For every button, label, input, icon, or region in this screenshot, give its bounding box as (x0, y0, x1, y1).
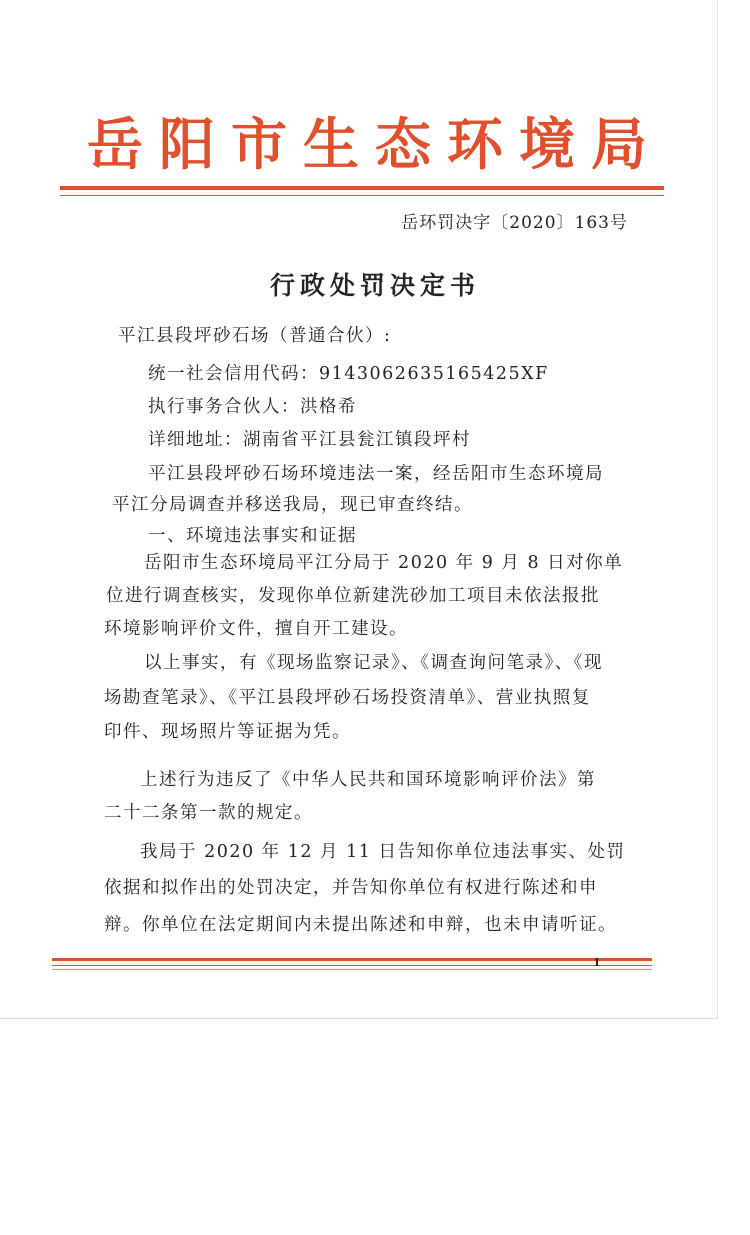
document-title: 行政处罚决定书 (269, 271, 480, 300)
footer-rule-thin (52, 965, 652, 966)
violation-line: 上述行为违反了《中华人民共和国环境影响评价法》第 (140, 770, 596, 790)
facts-line: 环境影响评价文件，擅自开工建设。 (104, 619, 408, 639)
notice-line: 依据和拟作出的处罚决定，并告知你单位有权进行陈述和申 (104, 878, 598, 898)
intro-line: 平江分局调查并移送我局，现已审查终结。 (112, 495, 473, 515)
footer-rule-thick (52, 958, 652, 961)
header-rule-thin (60, 195, 664, 196)
scan-edge-bottom (0, 1018, 718, 1019)
header-rule-thick (60, 186, 664, 190)
credit-code: 统一社会信用代码：9143062635165425XF (148, 364, 549, 384)
footer-rule-thin (52, 969, 652, 970)
page-number: 1 (593, 956, 601, 969)
evidence-line: 场勘查笔录》、《平江县段坪砂石场投资清单》、营业执照复 (104, 688, 591, 708)
intro-line: 平江县段坪砂石场环境违法一案，经岳阳市生态环境局 (148, 464, 604, 484)
addressee: 平江县段坪砂石场（普通合伙）: (118, 326, 392, 346)
notice-line: 辩。你单位在法定期间内未提出陈述和申辩，也未申请听证。 (104, 915, 617, 935)
document-number: 岳环罚决字〔2020〕163号 (401, 213, 628, 233)
evidence-line: 以上事实，有《现场监察记录》、《调查询问笔录》、《现 (144, 653, 603, 673)
agency-masthead: 岳阳市生态环境局 (87, 112, 663, 178)
facts-line: 位进行调查核实，发现你单位新建洗砂加工项目未依法报批 (106, 586, 600, 606)
partner: 执行事务合伙人：洪格希 (148, 397, 357, 417)
facts-line: 岳阳市生态环境局平江分局于 2020 年 9 月 8 日对你单 (144, 553, 624, 573)
notice-line: 我局于 2020 年 12 月 11 日告知你单位违法事实、处罚 (140, 842, 626, 862)
section-heading: 一、环境违法事实和证据 (148, 526, 357, 546)
violation-line: 二十二条第一款的规定。 (104, 803, 313, 823)
address: 详细地址：湖南省平江县瓮江镇段坪村 (148, 430, 471, 450)
evidence-line: 印件、现场照片等证据为凭。 (104, 722, 351, 742)
